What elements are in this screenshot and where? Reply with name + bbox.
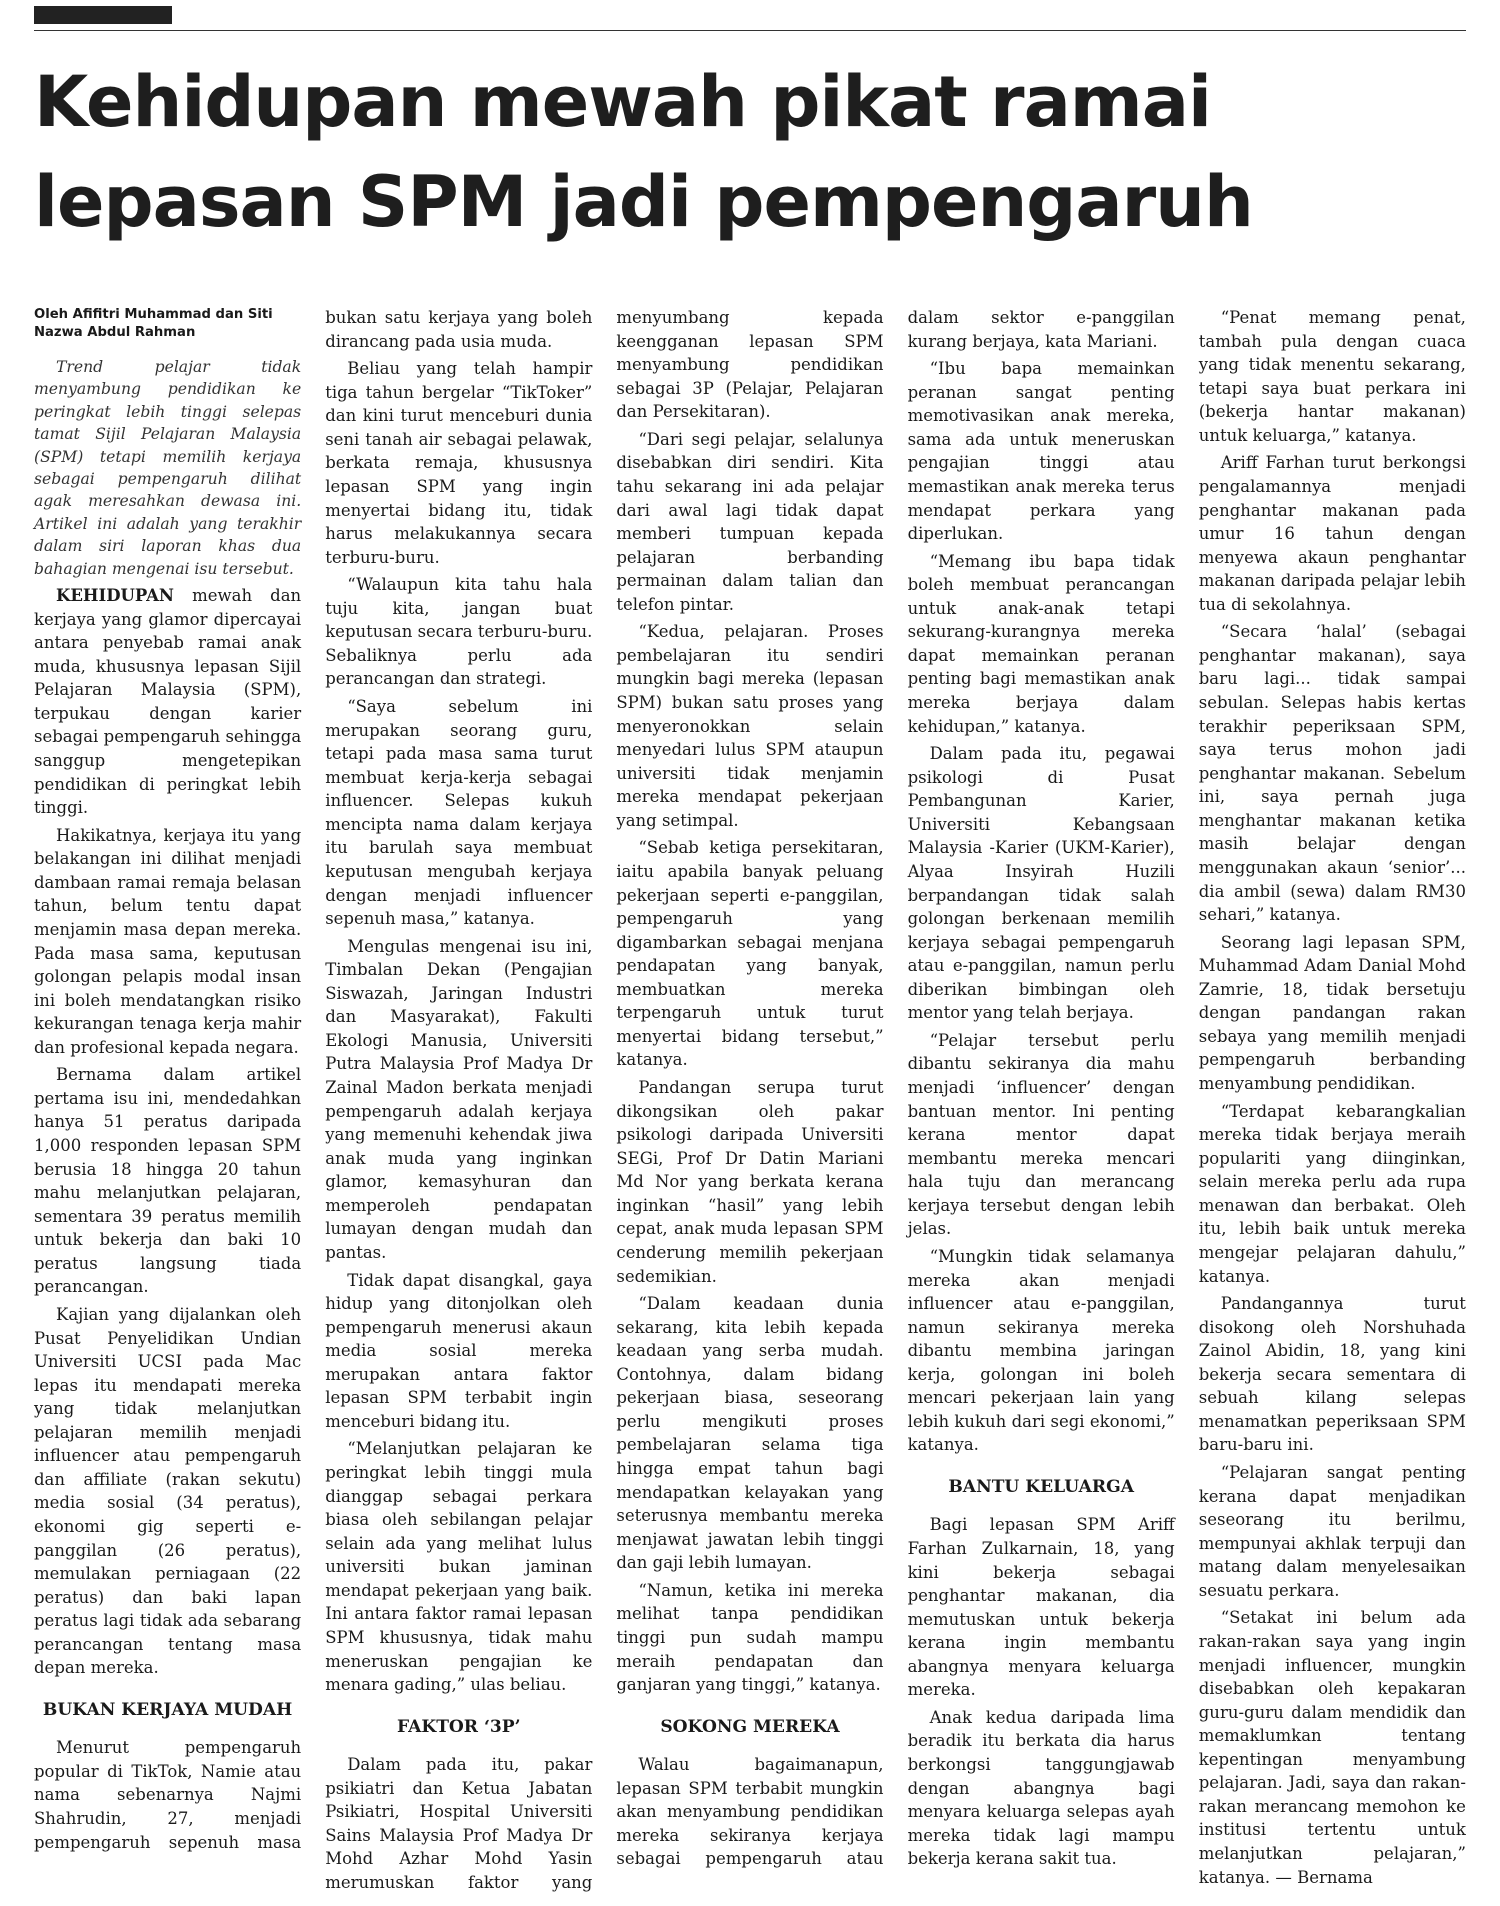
paragraph: Ariff Farhan turut berkongsi pengalamannya menjadi penghantar makanan pada umur 16 tahun dengan menyewa akaun penghantar makanan daripada pelajar lebih tua di sekolahnya. [1198,453,1466,614]
paragraph: “Melanjutkan pelajaran ke peringkat lebih tinggi mula dianggap sebagai perkara biasa oleh sebilangan pelajar selain ada yang melihat lulus universiti bukan jaminan mendapat pekerjaan yang baik. Ini antara faktor ramai lepasan SPM khususnya, tidak mahu meneruskan pengajian ke menara gading,” ulas beliau. [325,1439,593,1695]
paragraph: “Saya sebelum ini merupakan seorang guru, tetapi pada masa sama turut membuat kerja-kerja sebagai influencer. Selepas kukuh mencipta nama dalam kerjaya itu barulah saya membuat keputusan mengubah kerjaya dengan menjadi influencer sepenuh masa,” katanya. [325,697,593,929]
subhead-bantu-keluarga: BANTU KELUARGA [948,1477,1134,1497]
paragraph: Beliau yang telah hampir tiga tahun bergelar “TikToker” dan kini turut menceburi dunia seni tanah air sebagai pelawak, berkata remaja, khususnya lepasan SPM yang ingin menyertai bidang itu, tidak harus melakukannya secara terburu-buru. [325,359,593,567]
paragraph: Hakikatnya, kerjaya itu yang belakangan ini dilihat menjadi dambaan ramai remaja belasan tahun, belum tentu dapat menjamin masa depan mereka. Pada masa sama, keputusan golongan pelapis modal insan ini boleh mendatangkan risiko kekurangan tenaga kerja mahir dan profesional kepada negara. [34,825,302,1057]
section-tag [34,6,172,24]
paragraph: “Dari segi pelajar, selalunya disebabkan diri sendiri. Kita tahu sekarang ini ada pelajar dari awal lagi tidak dapat memberi tumpuan kepada pelajaran berbanding permainan dalam talian dan telefon pintar. [616,429,884,614]
byline: Oleh Afifitri Muhammad dan Siti Nazwa Abdul Rahman [34,307,273,340]
paragraph: Walau bagaimanapun, lepasan SPM terbabit mungkin akan menyambung pendidikan mereka sekiranya kerjaya sebagai pempengaruh atau dalam sektor e-panggilan kurang berjaya, kata Mariani. [616,308,1175,1869]
paragraph: Kajian yang dijalankan oleh Pusat Penyelidikan Undian Universiti UCSI pada Mac lepas itu mendapati mereka yang tidak melanjutkan pelajaran memilih menjadi influencer atau pempengaruh dan affiliate (rakan sekutu) media sosial (34 peratus), ekonomi gig seperti e-panggilan (26 peratus), memulakan perniagaan (22 peratus) dan baki lapan peratus lagi tidak ada sebarang perancangan tentang masa depan mereka. [34,1304,302,1678]
paragraph: Menurut pempengaruh popular di TikTok, Namie atau nama sebenarnya Najmi Shahrudin, 27, menjadi pempengaruh sepenuh masa bukan satu kerjaya yang boleh dirancang pada usia muda. [34,308,593,1852]
paragraph: “Kedua, pelajaran. Proses pembelajaran itu sendiri mungkin bagi mereka (lepasan SPM) bukan satu proses yang menyeronokkan selain menyedari lulus SPM ataupun universiti tidak menjamin mereka mendapat pekerjaan yang setimpal. [616,622,884,830]
paragraph: Bagi lepasan SPM Ariff Farhan Zulkarnain, 18, yang kini bekerja sebagai penghantar makanan, dia memutuskan untuk bekerja kerana ingin membantu abangnya menyara keluarga mereka. [907,1515,1175,1700]
paragraph: Pandangannya turut disokong oleh Norshuhada Zainol Abidin, 18, yang kini bekerja secara sementara di sebuah kilang selepas menamatkan peperiksaan SPM baru-baru ini. [1198,1294,1466,1455]
paragraph: “Ibu bapa memainkan peranan sangat penting memotivasikan anak mereka, sama ada untuk meneruskan pengajian tinggi atau memastikan anak mereka terus mendapat perkara yang diperlukan. [907,359,1175,544]
headline-line-2: lepasan SPM jadi pempengaruh [34,161,1253,243]
paragraph: “Mungkin tidak selamanya mereka akan menjadi influencer atau e-panggilan, namun sekiranya mereka dibantu membina jaringan kerja, golongan ini boleh mencari pekerjaan lain yang lebih kukuh dari segi ekonomi,” katanya. [907,1246,1175,1455]
paragraph-group-1 [34,824,301,1680]
paragraph: Pandangan serupa turut dikongsikan oleh pakar psikologi daripada Universiti SEGi, Prof Dr Datin Mariani Md Nor yang berkata kerana inginkan “hasil” yang lebih cepat, anak muda lepasan SPM cenderung memilih pekerjaan sedemikian. [616,1078,884,1286]
lead-paragraph [34,584,301,820]
paragraph: Seorang lagi lepasan SPM, Muhammad Adam Danial Mohd Zamrie, 18, tidak bersetuju dengan pandangan rakan sebaya yang memilih menjadi pempengaruh berbanding menyambung pendidikan. [1198,932,1466,1093]
paragraph: Dalam pada itu, pegawai psikologi di Pusat Pembangunan Karier, Universiti Kebangsaan Malaysia -Karier (UKM-Karier), Alyaa Insyirah Huzili berpandangan tidak salah golongan berkenaan memilih kerjaya sebagai pempengaruh atau e-panggilan, namun perlu diberikan bimbingan oleh mentor yang telah berjaya. [907,744,1175,1023]
subhead-sokong-mereka: SOKONG MEREKA [660,1716,840,1737]
paragraph: “Penat memang penat, tambah pula dengan cuaca yang tidak menentu sekarang, tetapi saya buat perkara ini (bekerja hantar makanan) untuk keluarga,” katanya. [1198,308,1466,445]
paragraph: Mengulas mengenai isu ini, Timbalan Dekan (Pengajian Siswazah, Jaringan Industri dan Masyarakat), Fakulti Ekologi Manusia, Universiti Putra Malaysia Prof Madya Dr Zainal Madon berkata menjadi pempengaruh adalah kerjaya yang memenuhi kehendak jiwa anak muda yang inginkan glamor, kemasyhuran dan memperoleh pendapatan lumayan dengan mudah dan pantas. [325,936,593,1262]
paragraph: “Dalam keadaan dunia sekarang, kita lebih kepada keadaan yang serba mudah. Contohnya, dalam bidang pekerjaan biasa, seseorang perlu mengikuti proses pembelajaran selama tiga hingga empat tahun bagi mendapatkan kelayakan yang seterusnya membantu mereka menjawat jawatan lebih tinggi dan gaji lebih lumayan. [616,1294,884,1573]
paragraph: “Pelajaran sangat penting kerana dapat menjadikan seseorang itu berilmu, mempunyai akhlak terpuji dan matang dalam menyelesaikan sesuatu perkara. [1198,1463,1466,1600]
headline [34,52,1470,252]
paragraph: “Namun, ketika ini mereka melihat tanpa pendidikan tinggi pun sudah mampu meraih pendapatan dan ganjaran yang tinggi,” katanya. [616,1580,884,1695]
top-rule [34,30,1466,31]
paragraph: Dalam pada itu, pakar psikiatri dan Ketua Jabatan Psikiatri, Hospital Universiti Sains Malaysia Prof Madya Dr Mohd Azhar Mohd Yasin merumuskan faktor yang menyumbang kepada keengganan lepasan SPM menyambung pendidikan sebagai 3P (Pelajar, Pelajaran dan Persekitaran). [325,308,884,1892]
paragraph: “Memang ibu bapa tidak boleh membuat perancangan untuk anak-anak tetapi sekurang-kurangnya mereka dapat memainkan peranan penting bagi memastikan anak mereka berjaya dalam kehidupan,” katanya. [907,551,1175,736]
article-body [34,306,1466,1896]
subhead-faktor-3p: FAKTOR ‘3P’ [396,1716,521,1737]
subhead-bukan-kerjaya-mudah: BUKAN KERJAYA MUDAH [42,1699,293,1720]
paragraph: “Setakat ini belum ada rakan-rakan saya yang ingin menjadi influencer, mungkin disebabkan oleh kepakaran guru-guru dalam mendidik dan memaklumkan tentang kepentingan menyambung pelajaran. Jadi, saya dan rakan-rakan merancang memohon ke institusi tertentu untuk melanjutkan pelajaran,” katanya. — Bernama [1198,1608,1466,1887]
paragraph: “Walaupun kita tahu hala tuju kita, jangan buat keputusan secara terburu-buru. Sebaliknya perlu ada perancangan dan strategi. [325,575,593,689]
lead-text: mewah dan kerjaya yang glamor dipercayai antara penyebab ramai anak muda, khususnya lepasan Sijil Pelajaran Malaysia (SPM), terpukau dengan karier sebagai pempengaruh sehingga sanggup mengetepikan pendidikan di peringkat lebih tinggi. [34,586,302,818]
paragraph: Tidak dapat disangkal, gaya hidup yang ditonjolkan oleh pempengaruh menerusi akaun media sosial mereka merupakan antara faktor lepasan SPM terbabit ingin menceburi bidang itu. [325,1270,593,1431]
headline-line-1: Kehidupan mewah pikat ramai [34,61,1211,143]
paragraph: Bernama dalam artikel pertama isu ini, mendedahkan hanya 51 peratus daripada 1,000 responden lepasan SPM berusia 18 hingga 20 tahun mahu melanjutkan pelajaran, sementara 39 peratus memilih untuk bekerja dan baki 10 peratus langsung tiada perancangan. [34,1065,302,1297]
lead-cap: KEHIDUPAN [56,586,175,606]
paragraph: “Pelajar tersebut perlu dibantu sekiranya dia mahu menjadi ‘influencer’ dengan bantuan mentor. Ini penting kerana mentor dapat membantu mereka mencari hala tuju dan merancang kerjaya tersebut dengan lebih jelas. [907,1030,1175,1239]
paragraph: “Secara ‘halal’ (sebagai penghantar makanan), saya baru lagi... tidak sampai sebulan. Selepas habis kertas terakhir peperiksaan SPM, saya terus mohon jadi penghantar makanan. Sebelum ini, saya pernah juga menghantar makanan ketika masih belajar dengan menggunakan akaun ‘senior’... dia ambil (sewa) dalam RM30 sehari,” katanya. [1198,622,1466,925]
paragraph: Anak kedua daripada lima beradik itu berkata dia harus berkongsi tanggungjawab dengan abangnya bagi menyara keluarga selepas ayah mereka tidak lagi mampu bekerja kerana sakit tua. [907,1707,1175,1869]
paragraph: “Terdapat kebarangkalian mereka tidak berjaya meraih populariti yang diinginkan, selain mereka perlu ada rupa menawan dan berbakat. Oleh itu, lebih baik untuk mereka mengejar pelajaran dahulu,” katanya. [1198,1101,1466,1286]
standfirst: Trend pelajar tidak menyambung pendidikan ke peringkat lebih tinggi selepas tamat Sijil Pelajaran Malaysia (SPM) tetapi memilih kerjaya sebagai pempengaruh dilihat agak meresahkan dewasa ini. Artikel ini adalah yang terakhir dalam siri laporan khas dua bahagian mengenai isu tersebut. [34,358,302,578]
paragraph: “Sebab ketiga persekitaran, iaitu apabila banyak peluang pekerjaan seperti e-panggilan, pempengaruh yang digambarkan sebagai menjana pendapatan yang banyak, membuatkan mereka terpengaruh untuk turut menyertai bidang tersebut,” katanya. [616,838,884,1070]
